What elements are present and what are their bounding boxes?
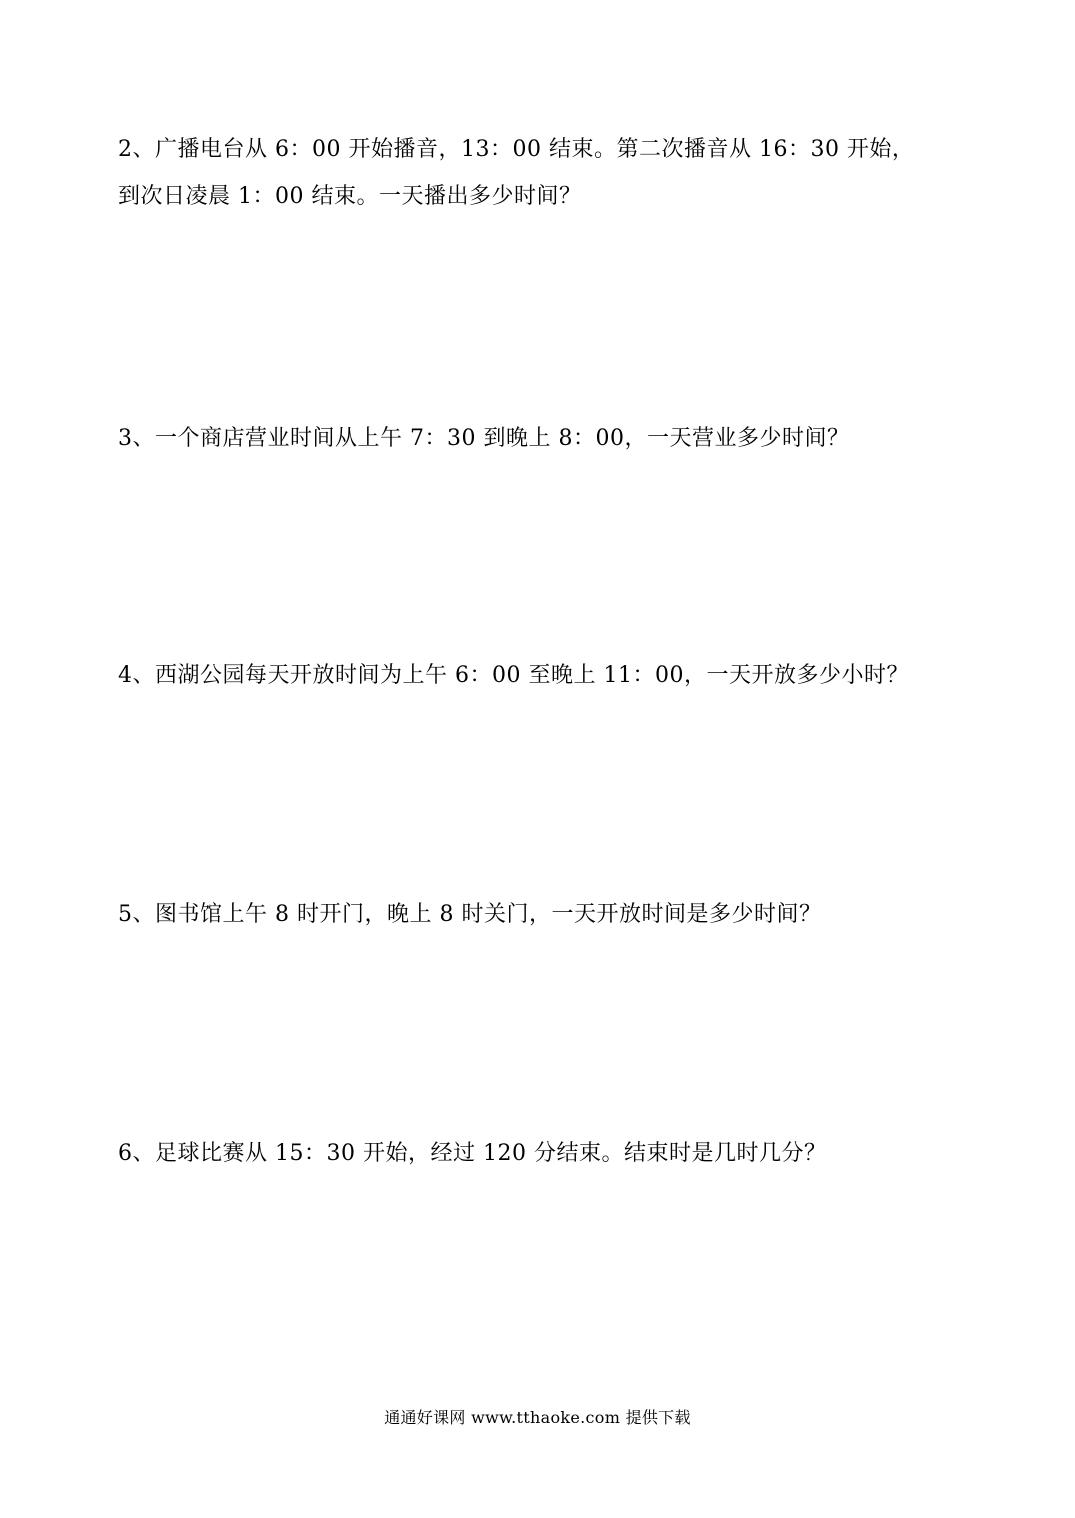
- question-2-line-2: 到次日凌晨 1：00 结束。一天播出多少时间？: [118, 184, 582, 209]
- question-4-text: 4、西湖公园每天开放时间为上午 6：00 至晚上 11：00，一天开放多少小时？: [118, 663, 909, 688]
- page-footer: 通通好课网 www.tthaoke.com 提供下载: [384, 1408, 691, 1427]
- question-5-text: 5、图书馆上午 8 时开门，晚上 8 时关门，一天开放时间是多少时间？: [118, 902, 822, 927]
- question-5: [118, 891, 968, 938]
- question-3-text: 3、一个商店营业时间从上午 7：30 到晚上 8：00，一天营业多少时间？: [118, 426, 850, 451]
- question-2: [118, 126, 968, 220]
- question-4: [118, 652, 968, 699]
- question-2-line-1: 2、广播电台从 6：00 开始播音，13：00 结束。第二次播音从 16：30 开始，: [118, 137, 915, 162]
- question-6-text: 6、足球比赛从 15：30 开始，经过 120 分结束。结束时是几时几分？: [118, 1141, 827, 1166]
- question-6: [118, 1130, 968, 1177]
- question-3: [118, 415, 968, 462]
